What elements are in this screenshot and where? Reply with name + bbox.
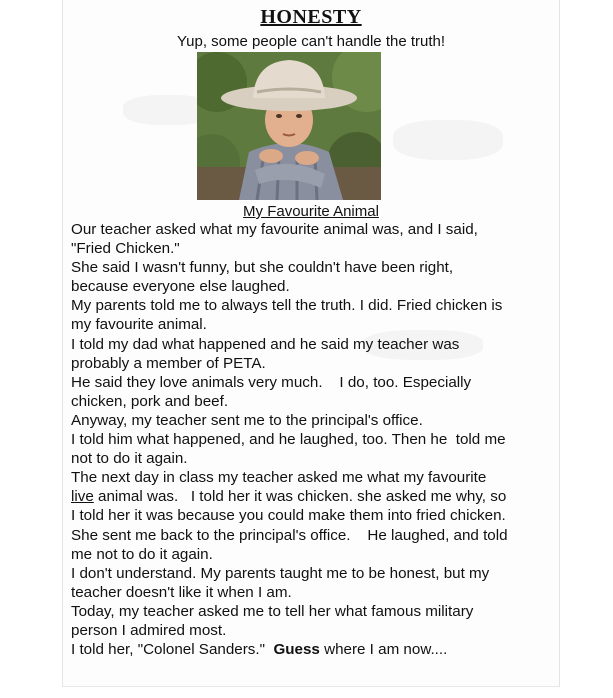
- story-line: She sent me back to the principal's office. He laughed, and told: [71, 526, 508, 544]
- story-line: The next day in class my teacher asked me what my favourite: [71, 469, 487, 487]
- story-line: She said I wasn't funny, but she couldn't have been right,: [71, 259, 454, 277]
- story-body: [71, 220, 561, 659]
- story-line: my favourite animal.: [71, 316, 207, 334]
- story-line: me not to do it again.: [71, 545, 213, 563]
- section-heading: My Favourite Animal: [243, 203, 379, 220]
- story-line: I told her it was because you could make them into fried chicken.: [71, 507, 506, 525]
- last-line-start: I told her, "Colonel Sanders.": [71, 641, 274, 659]
- story-line: "Fried Chicken.": [71, 240, 180, 258]
- story-line-rest: animal was. I told her it was chicken. she asked me why, so: [93, 488, 507, 506]
- story-line: probably a member of PETA.: [71, 354, 266, 372]
- story-line: [71, 640, 561, 659]
- scan-smudge: [393, 120, 503, 160]
- story-line: [71, 487, 561, 506]
- document-page: [62, 0, 560, 687]
- underlined-word: live: [71, 488, 94, 506]
- story-line: I told my dad what happened and he said my teacher was: [71, 335, 460, 353]
- story-line: Today, my teacher asked me to tell her what famous military: [71, 602, 474, 620]
- story-line: teacher doesn't like it when I am.: [71, 583, 292, 601]
- last-line-end: where I am now....: [319, 641, 448, 659]
- story-line: I told him what happened, and he laughed, too. Then he told me: [71, 431, 506, 449]
- child-cowboy-photo: [197, 52, 381, 200]
- document-title: HONESTY: [260, 6, 362, 28]
- document-subtitle: Yup, some people can't handle the truth!: [176, 33, 446, 50]
- story-line: I don't understand. My parents taught me to be honest, but my: [71, 564, 490, 582]
- story-line: He said they love animals very much. I do, too. Especially: [71, 373, 472, 391]
- story-line: not to do it again.: [71, 450, 188, 468]
- story-line: chicken, pork and beef.: [71, 392, 229, 410]
- last-line-bold-word: Guess: [273, 641, 320, 659]
- story-line: Anyway, my teacher sent me to the principal's office.: [71, 411, 423, 429]
- story-line: person I admired most.: [71, 621, 227, 639]
- story-line: Our teacher asked what my favourite animal was, and I said,: [71, 221, 478, 238]
- story-line: My parents told me to always tell the truth. I did. Fried chicken is: [71, 297, 503, 315]
- story-line: because everyone else laughed.: [71, 278, 290, 296]
